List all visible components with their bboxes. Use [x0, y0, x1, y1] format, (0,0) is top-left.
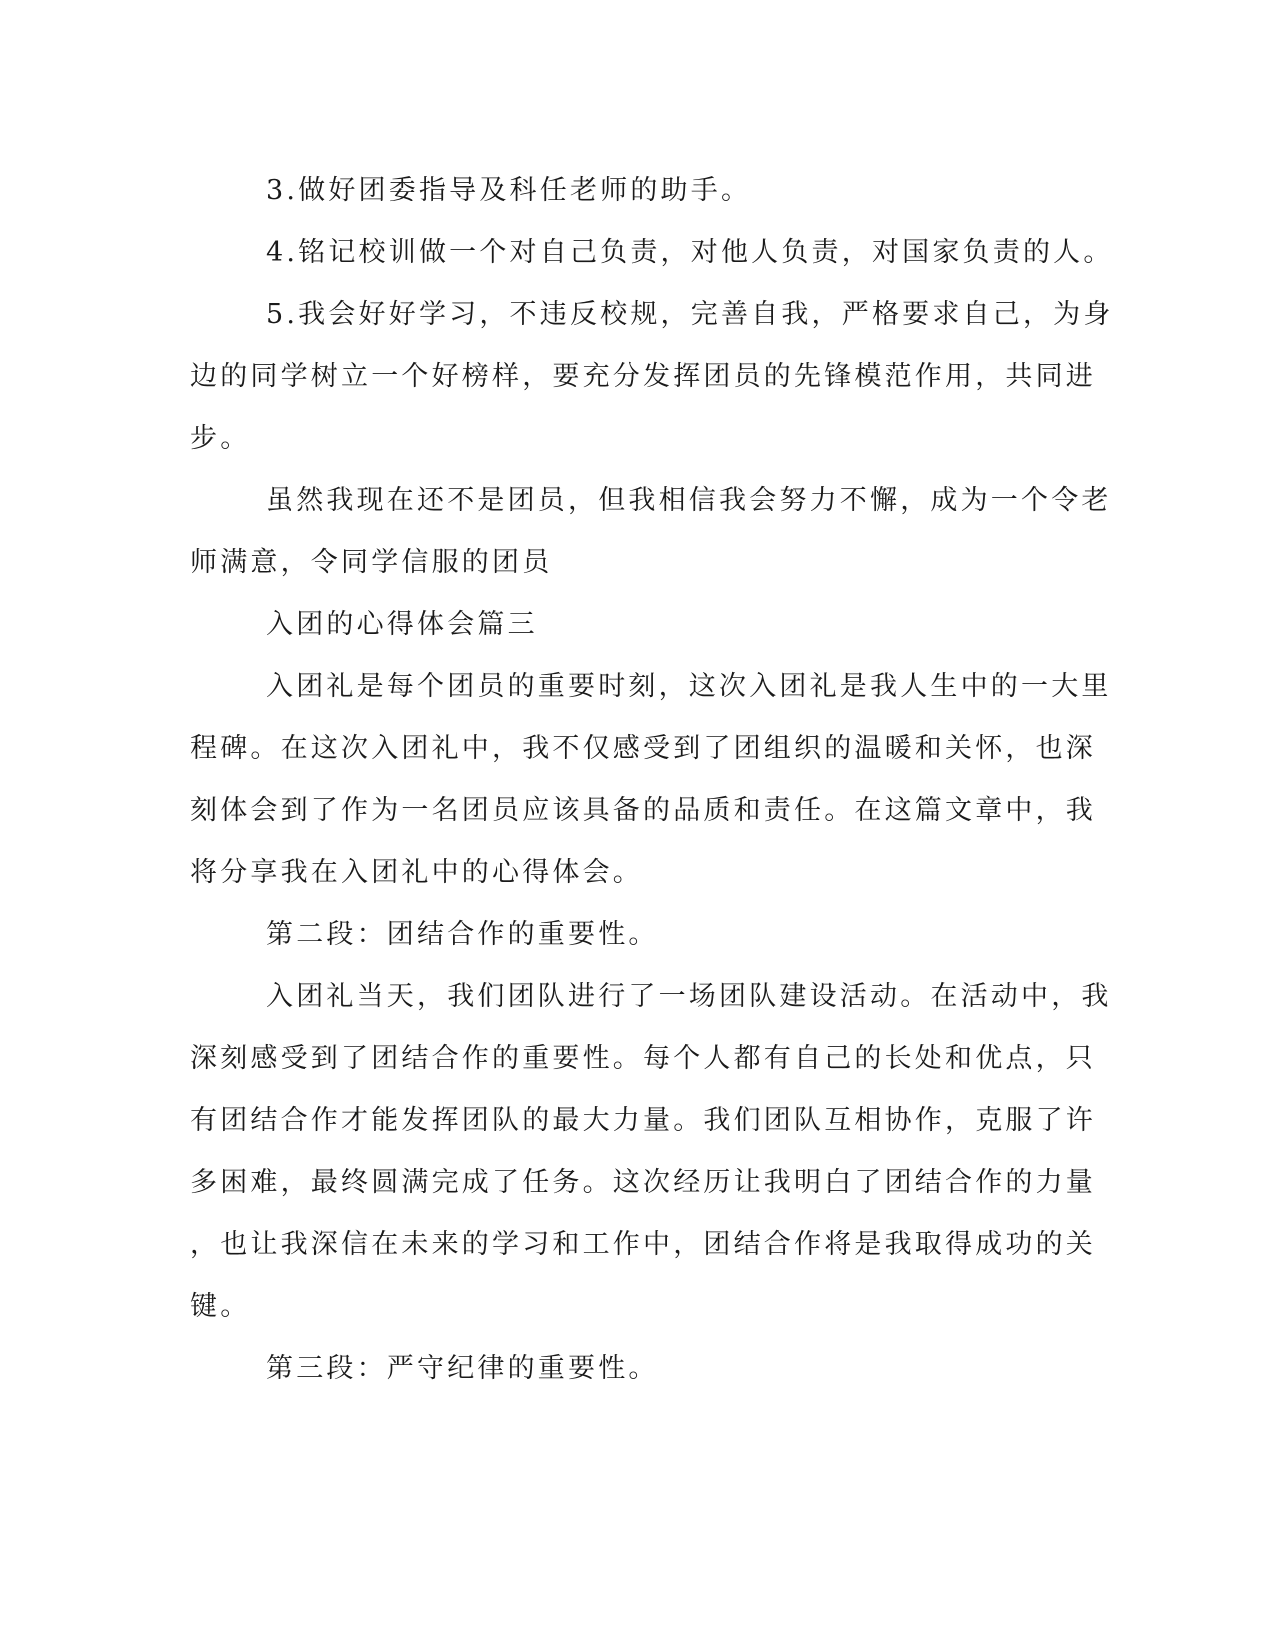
text-line: 入团礼是每个团员的重要时刻，这次入团礼是我人生中的一大里 — [266, 671, 1112, 702]
text-line: 第三段：严守纪律的重要性。 — [266, 1353, 659, 1384]
list-item-3 — [190, 160, 1085, 222]
paragraph — [190, 966, 1112, 1338]
text-line: 入团礼当天，我们团队进行了一场团队建设活动。在活动中，我 — [266, 981, 1112, 1012]
subheading — [190, 1338, 1085, 1400]
section-heading — [190, 594, 1085, 656]
subheading — [190, 904, 1085, 966]
paragraph — [190, 656, 1112, 904]
text-line: 师满意，令同学信服的团员 — [190, 547, 553, 578]
text-line: 深刻感受到了团结合作的重要性。每个人都有自己的长处和优点，只 — [190, 1043, 1096, 1074]
text-line: 键。 — [190, 1291, 251, 1322]
list-item-4 — [190, 222, 1114, 284]
text-line: 步。 — [190, 423, 251, 454]
text-line: ，也让我深信在未来的学习和工作中，团结合作将是我取得成功的关 — [190, 1229, 1096, 1260]
document-body — [190, 160, 1114, 1400]
text-line: 边的同学树立一个好榜样，要充分发挥团员的先锋模范作用，共同进 — [190, 361, 1096, 392]
list-item-5 — [190, 284, 1114, 470]
text-line: 程碑。在这次入团礼中，我不仅感受到了团组织的温暖和关怀，也深 — [190, 733, 1096, 764]
text-line: 入团的心得体会篇三 — [266, 609, 538, 640]
text-line: 4.铭记校训做一个对自己负责，对他人负责，对国家负责的人。 — [266, 237, 1114, 268]
text-line: 刻体会到了作为一名团员应该具备的品质和责任。在这篇文章中，我 — [190, 795, 1096, 826]
text-line: 虽然我现在还不是团员，但我相信我会努力不懈，成为一个令老 — [266, 485, 1112, 516]
text-line: 将分享我在入团礼中的心得体会。 — [190, 857, 643, 888]
text-line: 多困难，最终圆满完成了任务。这次经历让我明白了团结合作的力量 — [190, 1167, 1096, 1198]
text-line: 有团结合作才能发挥团队的最大力量。我们团队互相协作，克服了许 — [190, 1105, 1096, 1136]
text-line: 5.我会好好学习，不违反校规，完善自我，严格要求自己，为身 — [266, 299, 1114, 330]
paragraph — [190, 470, 1112, 594]
text-line: 第二段：团结合作的重要性。 — [266, 919, 659, 950]
text-line: 3.做好团委指导及科任老师的助手。 — [266, 175, 752, 206]
